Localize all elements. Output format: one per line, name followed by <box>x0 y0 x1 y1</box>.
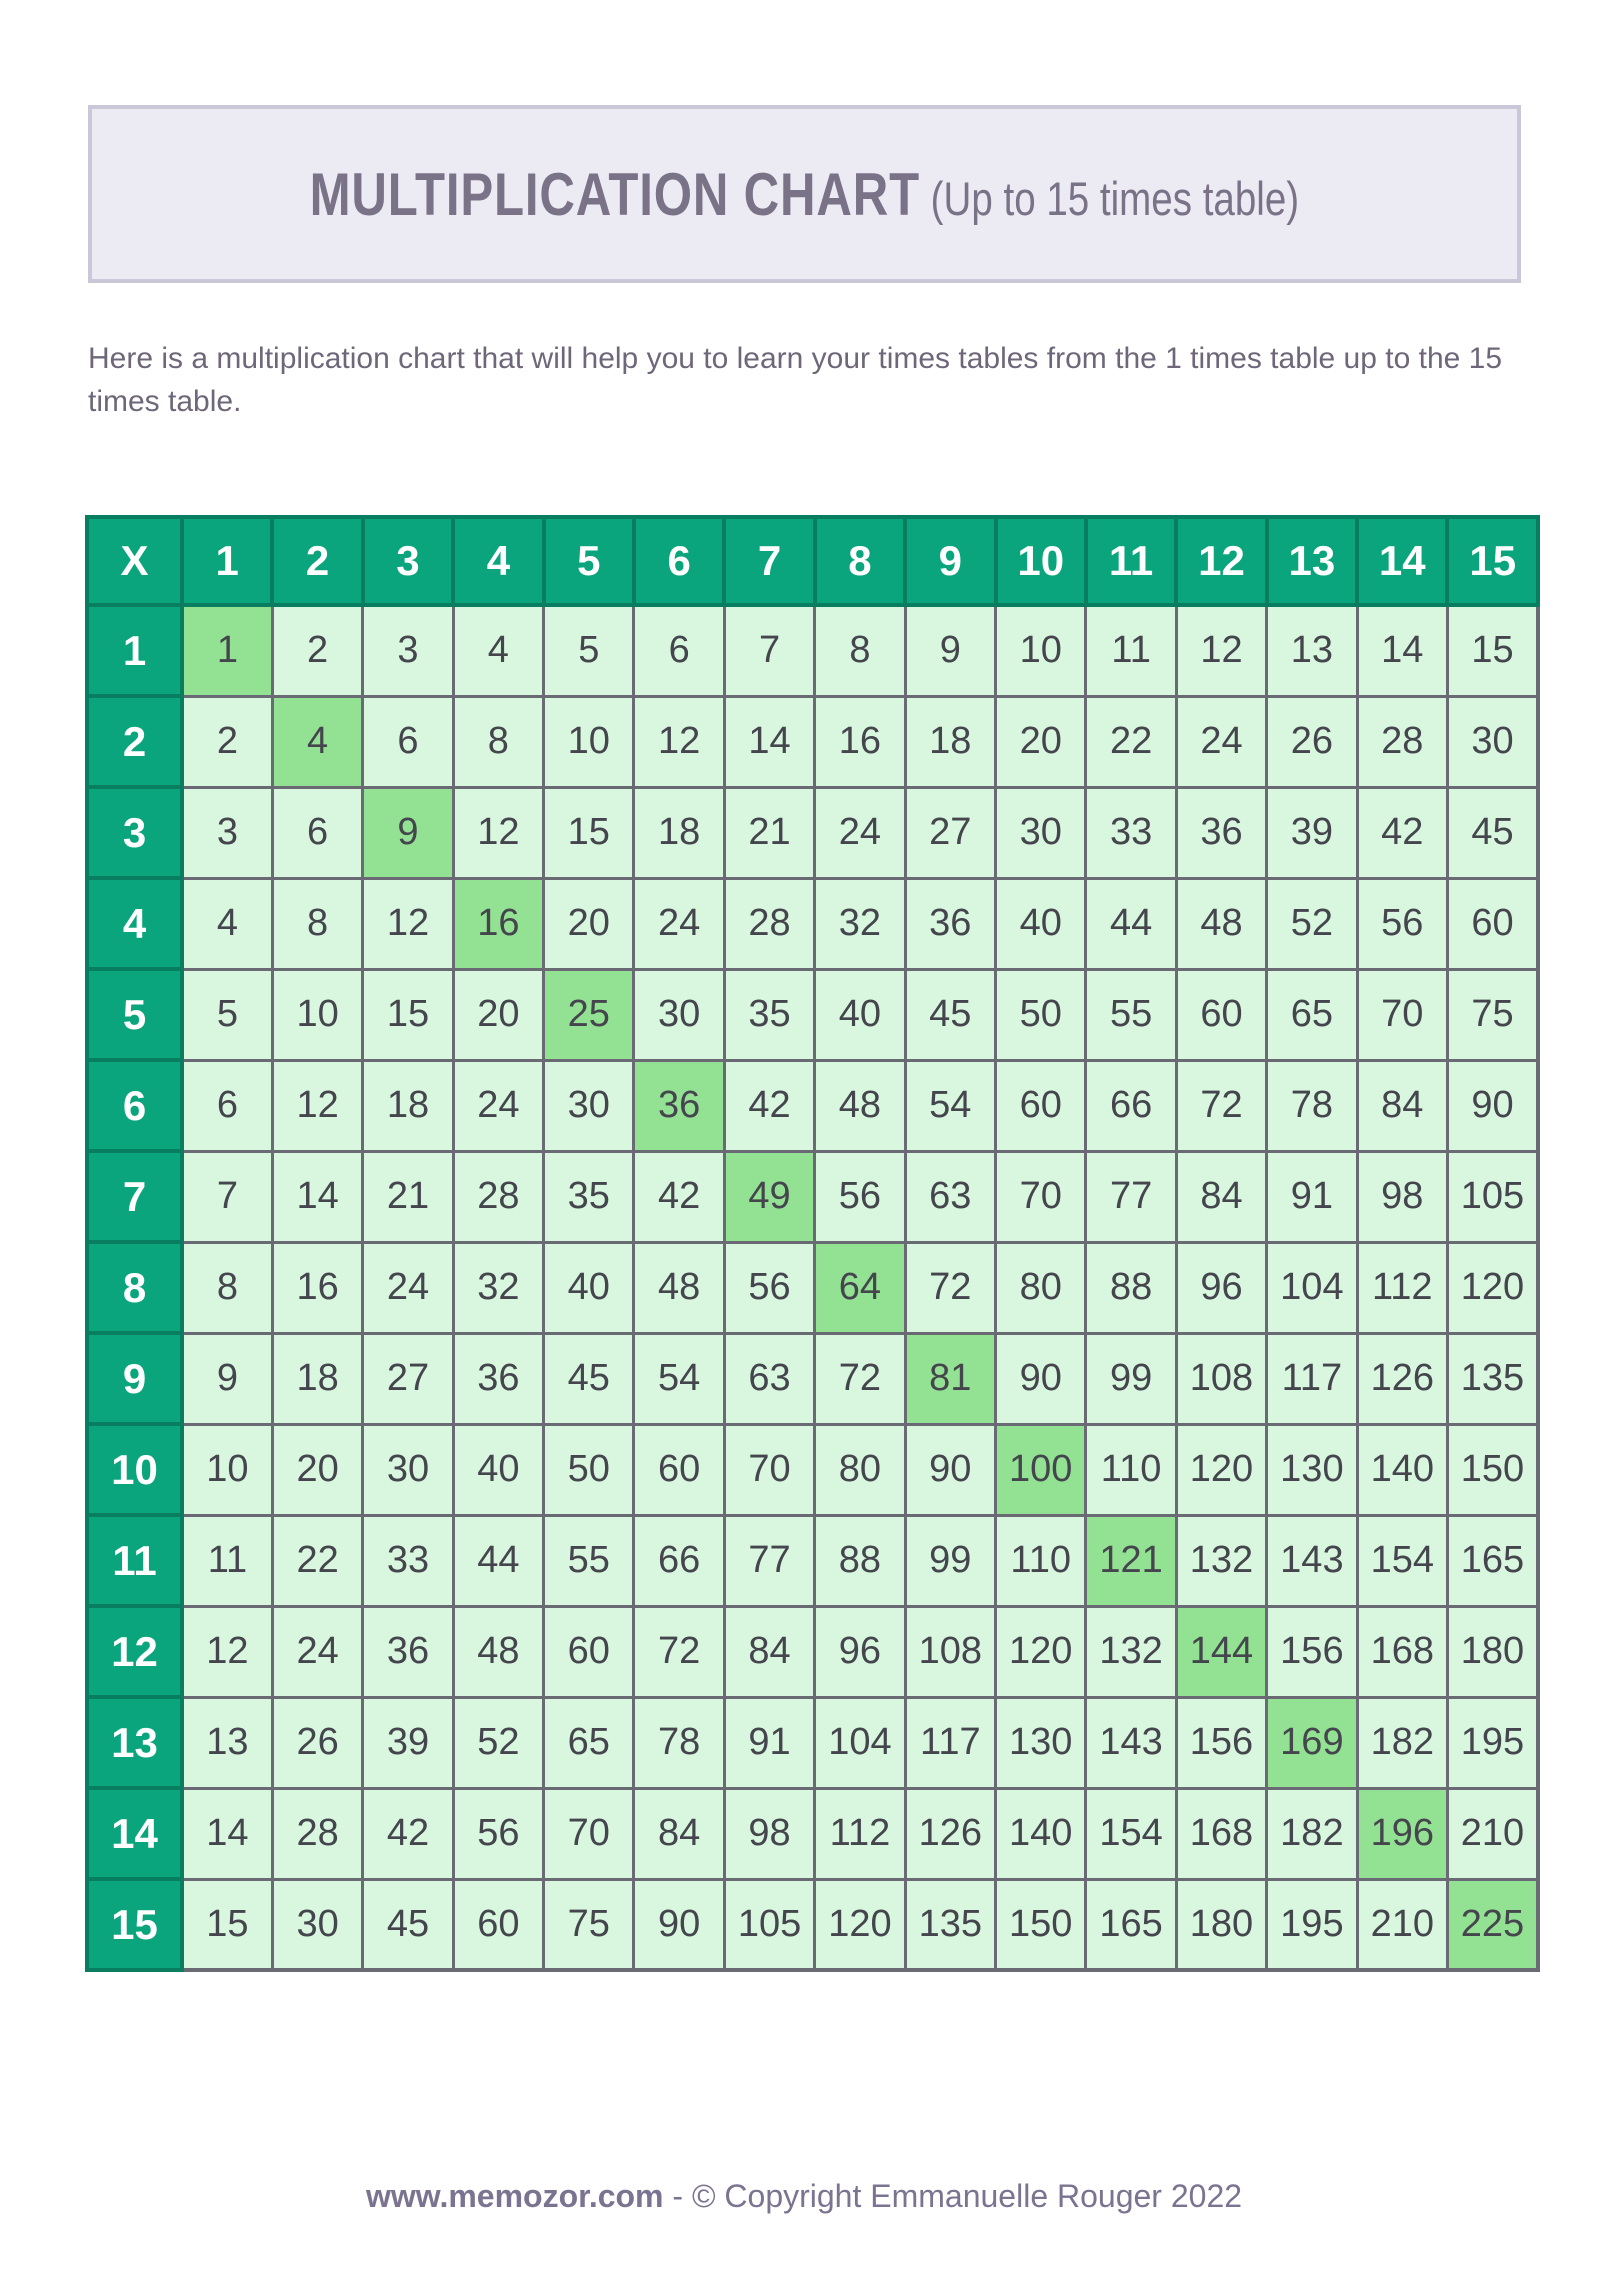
table-cell: 150 <box>1447 1424 1538 1515</box>
table-cell: 7 <box>182 1151 272 1242</box>
table-cell: 2 <box>182 696 272 787</box>
table-cell: 12 <box>272 1060 362 1151</box>
corner-cell: X <box>87 517 182 605</box>
table-cell: 12 <box>182 1606 272 1697</box>
column-header-cell: 15 <box>1447 517 1538 605</box>
table-cell: 156 <box>1176 1697 1266 1788</box>
table-cell: 105 <box>1447 1151 1538 1242</box>
table-row <box>87 1788 1538 1879</box>
table-cell: 56 <box>453 1788 543 1879</box>
table-cell: 135 <box>1447 1333 1538 1424</box>
table-cell: 77 <box>1086 1151 1176 1242</box>
table-cell: 70 <box>1357 969 1447 1060</box>
table-cell: 24 <box>272 1606 362 1697</box>
table-cell: 6 <box>634 605 724 696</box>
table-cell: 104 <box>815 1697 905 1788</box>
row-header-cell: 15 <box>87 1879 182 1970</box>
table-cell: 30 <box>544 1060 634 1151</box>
table-cell: 48 <box>453 1606 543 1697</box>
column-header-cell: 2 <box>272 517 362 605</box>
table-cell: 8 <box>182 1242 272 1333</box>
table-cell: 14 <box>724 696 814 787</box>
table-cell: 42 <box>634 1151 724 1242</box>
table-cell: 120 <box>996 1606 1086 1697</box>
table-cell: 91 <box>724 1697 814 1788</box>
table-cell: 120 <box>1176 1424 1266 1515</box>
table-cell: 32 <box>815 878 905 969</box>
table-cell: 75 <box>1447 969 1538 1060</box>
table-cell: 16 <box>453 878 543 969</box>
table-cell: 50 <box>544 1424 634 1515</box>
table-cell: 156 <box>1267 1606 1357 1697</box>
table-cell: 169 <box>1267 1697 1357 1788</box>
table-cell: 100 <box>996 1424 1086 1515</box>
table-cell: 110 <box>996 1515 1086 1606</box>
table-cell: 32 <box>453 1242 543 1333</box>
footer <box>0 2178 1608 2215</box>
table-cell: 72 <box>905 1242 995 1333</box>
table-cell: 16 <box>272 1242 362 1333</box>
table-cell: 52 <box>1267 878 1357 969</box>
table-cell: 132 <box>1086 1606 1176 1697</box>
table-cell: 9 <box>363 787 453 878</box>
table-cell: 14 <box>182 1788 272 1879</box>
table-cell: 150 <box>996 1879 1086 1970</box>
table-cell: 45 <box>544 1333 634 1424</box>
table-cell: 40 <box>453 1424 543 1515</box>
table-cell: 66 <box>634 1515 724 1606</box>
table-cell: 10 <box>544 696 634 787</box>
table-cell: 36 <box>453 1333 543 1424</box>
table-cell: 143 <box>1267 1515 1357 1606</box>
table-cell: 72 <box>815 1333 905 1424</box>
table-cell: 98 <box>1357 1151 1447 1242</box>
table-cell: 20 <box>544 878 634 969</box>
table-cell: 45 <box>363 1879 453 1970</box>
table-cell: 108 <box>1176 1333 1266 1424</box>
table-cell: 81 <box>905 1333 995 1424</box>
table-cell: 12 <box>363 878 453 969</box>
table-cell: 130 <box>996 1697 1086 1788</box>
table-cell: 8 <box>272 878 362 969</box>
table-cell: 90 <box>634 1879 724 1970</box>
table-cell: 77 <box>724 1515 814 1606</box>
column-header-cell: 4 <box>453 517 543 605</box>
table-cell: 98 <box>724 1788 814 1879</box>
row-header-cell: 4 <box>87 878 182 969</box>
table-cell: 60 <box>453 1879 543 1970</box>
table-cell: 9 <box>905 605 995 696</box>
table-row <box>87 1333 1538 1424</box>
table-cell: 84 <box>1357 1060 1447 1151</box>
table-cell: 7 <box>724 605 814 696</box>
table-cell: 165 <box>1086 1879 1176 1970</box>
table-cell: 28 <box>453 1151 543 1242</box>
table-cell: 5 <box>182 969 272 1060</box>
table-cell: 42 <box>1357 787 1447 878</box>
table-cell: 13 <box>1267 605 1357 696</box>
table-cell: 117 <box>1267 1333 1357 1424</box>
footer-separator: - <box>663 2178 692 2214</box>
column-header-cell: 6 <box>634 517 724 605</box>
table-cell: 12 <box>634 696 724 787</box>
table-cell: 8 <box>815 605 905 696</box>
table-cell: 50 <box>996 969 1086 1060</box>
table-cell: 88 <box>1086 1242 1176 1333</box>
row-header-cell: 5 <box>87 969 182 1060</box>
table-cell: 18 <box>905 696 995 787</box>
table-cell: 78 <box>1267 1060 1357 1151</box>
table-cell: 18 <box>363 1060 453 1151</box>
table-cell: 182 <box>1357 1697 1447 1788</box>
table-cell: 2 <box>272 605 362 696</box>
table-cell: 54 <box>905 1060 995 1151</box>
table-cell: 168 <box>1357 1606 1447 1697</box>
table-cell: 120 <box>815 1879 905 1970</box>
table-cell: 10 <box>182 1424 272 1515</box>
table-cell: 80 <box>996 1242 1086 1333</box>
table-cell: 42 <box>724 1060 814 1151</box>
table-cell: 52 <box>453 1697 543 1788</box>
table-cell: 28 <box>272 1788 362 1879</box>
table-cell: 22 <box>1086 696 1176 787</box>
table-row <box>87 1151 1538 1242</box>
table-cell: 6 <box>182 1060 272 1151</box>
table-cell: 104 <box>1267 1242 1357 1333</box>
table-cell: 21 <box>724 787 814 878</box>
table-cell: 143 <box>1086 1697 1176 1788</box>
table-cell: 27 <box>363 1333 453 1424</box>
table-cell: 24 <box>453 1060 543 1151</box>
column-header-cell: 12 <box>1176 517 1266 605</box>
table-cell: 16 <box>815 696 905 787</box>
column-header-cell: 8 <box>815 517 905 605</box>
table-cell: 96 <box>1176 1242 1266 1333</box>
table-row <box>87 605 1538 696</box>
table-cell: 121 <box>1086 1515 1176 1606</box>
table-cell: 36 <box>634 1060 724 1151</box>
column-header-cell: 3 <box>363 517 453 605</box>
table-cell: 24 <box>634 878 724 969</box>
table-cell: 154 <box>1086 1788 1176 1879</box>
table-cell: 55 <box>1086 969 1176 1060</box>
title-box <box>88 105 1521 283</box>
table-cell: 40 <box>815 969 905 1060</box>
table-cell: 60 <box>1447 878 1538 969</box>
table-cell: 33 <box>363 1515 453 1606</box>
table-cell: 70 <box>996 1151 1086 1242</box>
table-cell: 10 <box>272 969 362 1060</box>
table-cell: 13 <box>182 1697 272 1788</box>
table-cell: 4 <box>453 605 543 696</box>
table-cell: 72 <box>1176 1060 1266 1151</box>
table-cell: 44 <box>1086 878 1176 969</box>
table-cell: 5 <box>544 605 634 696</box>
table-cell: 48 <box>634 1242 724 1333</box>
column-header-cell: 1 <box>182 517 272 605</box>
table-cell: 33 <box>1086 787 1176 878</box>
title-sub: (Up to 15 times table) <box>920 171 1300 225</box>
table-row <box>87 696 1538 787</box>
table-cell: 22 <box>272 1515 362 1606</box>
page-title <box>310 160 1299 229</box>
table-cell: 165 <box>1447 1515 1538 1606</box>
table-cell: 105 <box>724 1879 814 1970</box>
table-cell: 96 <box>815 1606 905 1697</box>
table-cell: 84 <box>1176 1151 1266 1242</box>
table-row <box>87 1879 1538 1970</box>
table-cell: 15 <box>1447 605 1538 696</box>
row-header-cell: 9 <box>87 1333 182 1424</box>
column-header-cell: 7 <box>724 517 814 605</box>
table-cell: 4 <box>272 696 362 787</box>
table-cell: 3 <box>182 787 272 878</box>
table-cell: 66 <box>1086 1060 1176 1151</box>
table-cell: 225 <box>1447 1879 1538 1970</box>
table-cell: 144 <box>1176 1606 1266 1697</box>
table-body <box>87 605 1538 1970</box>
table-cell: 9 <box>182 1333 272 1424</box>
table-cell: 18 <box>634 787 724 878</box>
table-cell: 65 <box>544 1697 634 1788</box>
table-row <box>87 878 1538 969</box>
table-cell: 11 <box>182 1515 272 1606</box>
table-cell: 18 <box>272 1333 362 1424</box>
table-cell: 48 <box>815 1060 905 1151</box>
table-cell: 30 <box>1447 696 1538 787</box>
table-cell: 84 <box>724 1606 814 1697</box>
table-cell: 80 <box>815 1424 905 1515</box>
table-cell: 4 <box>182 878 272 969</box>
table-cell: 90 <box>905 1424 995 1515</box>
table-cell: 25 <box>544 969 634 1060</box>
table-cell: 63 <box>724 1333 814 1424</box>
table-cell: 36 <box>1176 787 1266 878</box>
table-cell: 60 <box>544 1606 634 1697</box>
table-cell: 40 <box>996 878 1086 969</box>
table-cell: 39 <box>1267 787 1357 878</box>
table-cell: 6 <box>363 696 453 787</box>
table-cell: 27 <box>905 787 995 878</box>
table-cell: 3 <box>363 605 453 696</box>
table-cell: 84 <box>634 1788 724 1879</box>
table-cell: 12 <box>453 787 543 878</box>
table-cell: 56 <box>1357 878 1447 969</box>
table-cell: 154 <box>1357 1515 1447 1606</box>
table-row <box>87 1060 1538 1151</box>
table-cell: 60 <box>996 1060 1086 1151</box>
table-cell: 78 <box>634 1697 724 1788</box>
row-header-cell: 11 <box>87 1515 182 1606</box>
table-cell: 36 <box>363 1606 453 1697</box>
table-cell: 75 <box>544 1879 634 1970</box>
table-cell: 28 <box>724 878 814 969</box>
table-cell: 90 <box>996 1333 1086 1424</box>
table-cell: 195 <box>1267 1879 1357 1970</box>
table-cell: 30 <box>272 1879 362 1970</box>
table-cell: 11 <box>1086 605 1176 696</box>
row-header-cell: 1 <box>87 605 182 696</box>
table-cell: 140 <box>996 1788 1086 1879</box>
table-cell: 20 <box>996 696 1086 787</box>
table-cell: 70 <box>544 1788 634 1879</box>
table-cell: 70 <box>724 1424 814 1515</box>
table-cell: 36 <box>905 878 995 969</box>
table-cell: 99 <box>905 1515 995 1606</box>
table-cell: 65 <box>1267 969 1357 1060</box>
table-cell: 195 <box>1447 1697 1538 1788</box>
table-cell: 15 <box>363 969 453 1060</box>
table-cell: 15 <box>544 787 634 878</box>
table-cell: 60 <box>1176 969 1266 1060</box>
column-header-cell: 13 <box>1267 517 1357 605</box>
table-cell: 8 <box>453 696 543 787</box>
table-cell: 15 <box>182 1879 272 1970</box>
table-cell: 180 <box>1447 1606 1538 1697</box>
table-cell: 126 <box>1357 1333 1447 1424</box>
row-header-cell: 14 <box>87 1788 182 1879</box>
column-header-cell: 9 <box>905 517 995 605</box>
table-cell: 210 <box>1357 1879 1447 1970</box>
title-main: MULTIPLICATION CHART <box>309 160 921 228</box>
row-header-cell: 7 <box>87 1151 182 1242</box>
table-cell: 112 <box>1357 1242 1447 1333</box>
table-cell: 210 <box>1447 1788 1538 1879</box>
multiplication-table <box>85 515 1540 1972</box>
table-cell: 14 <box>1357 605 1447 696</box>
table-cell: 60 <box>634 1424 724 1515</box>
table-cell: 20 <box>272 1424 362 1515</box>
table-cell: 120 <box>1447 1242 1538 1333</box>
row-header-cell: 6 <box>87 1060 182 1151</box>
table-cell: 30 <box>996 787 1086 878</box>
row-header-cell: 8 <box>87 1242 182 1333</box>
table-cell: 26 <box>1267 696 1357 787</box>
intro-text: Here is a multiplication chart that will help you to learn your times tables from the 1 times table up to the 15 times table. <box>88 342 1503 418</box>
table-cell: 90 <box>1447 1060 1538 1151</box>
table-cell: 20 <box>453 969 543 1060</box>
row-header-cell: 2 <box>87 696 182 787</box>
table-cell: 24 <box>815 787 905 878</box>
column-header-cell: 10 <box>996 517 1086 605</box>
table-row <box>87 1697 1538 1788</box>
table-cell: 49 <box>724 1151 814 1242</box>
table-cell: 168 <box>1176 1788 1266 1879</box>
table-cell: 55 <box>544 1515 634 1606</box>
row-header-cell: 3 <box>87 787 182 878</box>
table-cell: 35 <box>544 1151 634 1242</box>
header-row <box>87 517 1538 605</box>
table-cell: 54 <box>634 1333 724 1424</box>
table-cell: 12 <box>1176 605 1266 696</box>
table-cell: 14 <box>272 1151 362 1242</box>
table-cell: 35 <box>724 969 814 1060</box>
column-header-cell: 14 <box>1357 517 1447 605</box>
table-cell: 99 <box>1086 1333 1176 1424</box>
table-cell: 28 <box>1357 696 1447 787</box>
table-cell: 56 <box>724 1242 814 1333</box>
table-cell: 140 <box>1357 1424 1447 1515</box>
table-cell: 45 <box>1447 787 1538 878</box>
table-cell: 24 <box>1176 696 1266 787</box>
table-cell: 130 <box>1267 1424 1357 1515</box>
table-cell: 72 <box>634 1606 724 1697</box>
row-header-cell: 12 <box>87 1606 182 1697</box>
table-cell: 6 <box>272 787 362 878</box>
table-cell: 132 <box>1176 1515 1266 1606</box>
table-cell: 42 <box>363 1788 453 1879</box>
table-cell: 110 <box>1086 1424 1176 1515</box>
table-cell: 45 <box>905 969 995 1060</box>
table-header <box>87 517 1538 605</box>
table-cell: 24 <box>363 1242 453 1333</box>
table-cell: 48 <box>1176 878 1266 969</box>
table-row <box>87 1606 1538 1697</box>
table-row <box>87 1515 1538 1606</box>
table-cell: 30 <box>634 969 724 1060</box>
table-row <box>87 1242 1538 1333</box>
table-row <box>87 787 1538 878</box>
table-cell: 182 <box>1267 1788 1357 1879</box>
row-header-cell: 10 <box>87 1424 182 1515</box>
table-cell: 112 <box>815 1788 905 1879</box>
column-header-cell: 11 <box>1086 517 1176 605</box>
table-cell: 108 <box>905 1606 995 1697</box>
table-cell: 196 <box>1357 1788 1447 1879</box>
row-header-cell: 13 <box>87 1697 182 1788</box>
table-cell: 91 <box>1267 1151 1357 1242</box>
table-cell: 180 <box>1176 1879 1266 1970</box>
table-cell: 126 <box>905 1788 995 1879</box>
table-cell: 39 <box>363 1697 453 1788</box>
table-cell: 44 <box>453 1515 543 1606</box>
table-cell: 56 <box>815 1151 905 1242</box>
table-row <box>87 1424 1538 1515</box>
table-cell: 30 <box>363 1424 453 1515</box>
table-cell: 64 <box>815 1242 905 1333</box>
table-cell: 135 <box>905 1879 995 1970</box>
table-cell: 40 <box>544 1242 634 1333</box>
table-cell: 21 <box>363 1151 453 1242</box>
table-cell: 63 <box>905 1151 995 1242</box>
footer-site: www.memozor.com <box>365 2178 664 2214</box>
footer-copyright: © Copyright Emmanuelle Rouger 2022 <box>691 2178 1243 2214</box>
column-header-cell: 5 <box>544 517 634 605</box>
table-cell: 117 <box>905 1697 995 1788</box>
table-cell: 1 <box>182 605 272 696</box>
table-cell: 26 <box>272 1697 362 1788</box>
table-row <box>87 969 1538 1060</box>
table-cell: 88 <box>815 1515 905 1606</box>
table-cell: 10 <box>996 605 1086 696</box>
